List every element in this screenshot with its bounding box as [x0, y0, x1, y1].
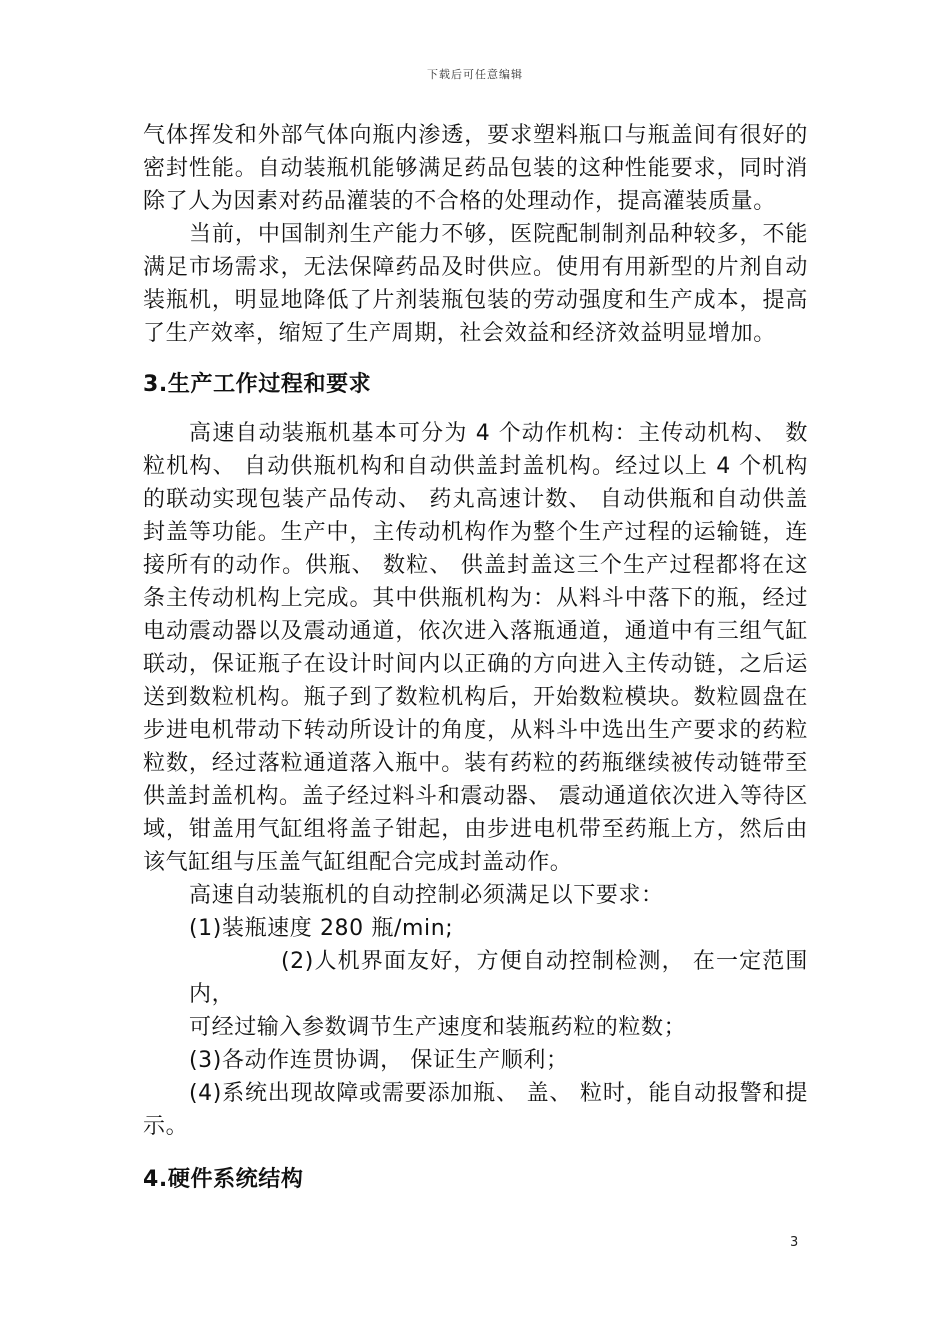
requirement-item-2-line1: (2)人机界面友好，方便自动控制检测， 在一定范围内， [189, 949, 808, 1007]
paragraph-control-requirements-intro: 高速自动装瓶机的自动控制必须满足以下要求： [189, 883, 664, 908]
requirement-item-1: (1)装瓶速度 280 瓶/min; [189, 916, 454, 941]
requirement-item-3: (3)各动作连贯协调， 保证生产顺利； [189, 1048, 569, 1073]
section-heading-production-process: 3.生产工作过程和要求 [143, 372, 372, 397]
requirement-item-2-line2: 可经过输入参数调节生产速度和装瓶药粒的粒数； [189, 1015, 687, 1040]
section-heading-hardware: 4.硬件系统结构 [143, 1167, 304, 1192]
page-number: 3 [790, 1235, 799, 1250]
paragraph-current-situation: 当前，中国制剂生产能力不够，医院配制制剂品种较多，不能满足市场需求，无法保障药品及时供应。使用有用新型的片剂自动装瓶机，明显地降低了片剂装瓶包装的劳动强度和生产成本，提高了生产效率，缩短了生产周期，社会效益和经济效益明显增加。 [143, 222, 808, 346]
requirement-item-2 [143, 945, 808, 1044]
paragraph-sealing: 气体挥发和外部气体向瓶内渗透，要求塑料瓶口与瓶盖间有很好的密封性能。自动装瓶机能够满足药品包装的这种性能要求，同时消除了人为因素对药品灌装的不合格的处理动作，提高灌装质量。 [143, 123, 808, 214]
requirement-item-4: (4)系统出现故障或需要添加瓶、 盖、 粒时，能自动报警和提示。 [143, 1081, 808, 1139]
document-body [143, 119, 808, 1196]
page-header: 下载后可任意编辑 [427, 68, 523, 81]
paragraph-mechanisms: 高速自动装瓶机基本可分为 4 个动作机构：主传动机构、 数粒机构、 自动供瓶机构和自动供盖封盖机构。经过以上 4 个机构的联动实现包装产品传动、 药丸高速计数、 自动供瓶和自动供盖封盖等功能。生产中，主传动机构作为整个生产过程的运输链，连接所有的动作。供瓶、 数粒、 供盖封盖这三个生产过程都将在这条主传动机构上完成。其中供瓶机构为：从料斗中落下的瓶，经过电动震动器以及震动通道，依次进入落瓶通道，通道中有三组气缸联动，保证瓶子在设计时间内以正确的方向进入主传动链，之后运送到数粒机构。瓶子到了数粒机构后，开始数粒模块。数粒圆盘在步进电机带动下转动所设计的角度，从料斗中选出生产要求的药粒粒数，经过落粒通道落入瓶中。装有药粒的药瓶继续被传动链带至供盖封盖机构。盖子经过料斗和震动器、 震动通道依次进入等待区域，钳盖用气缸组将盖子钳起，由步进电机带至药瓶上方，然后由该气缸组与压盖气缸组配合完成封盖动作。 [143, 421, 808, 875]
